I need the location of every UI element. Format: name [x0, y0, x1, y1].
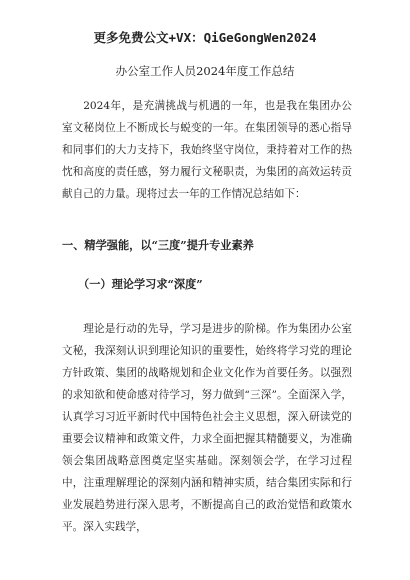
subsection-heading: （一）理论学习求“深度” — [78, 277, 203, 291]
section-heading: 一、精学强能，以“三度”提升专业素养 — [62, 238, 254, 252]
document-title: 办公室工作人员2024年度工作总结 — [115, 64, 295, 78]
body-paragraph: 理论是行动的先导，学习是进步的阶梯。作为集团办公室文秘，我深刻认识到理论知识的重要性，始终将学习党的理论方针政策、集团的战略规划和企业文化作为首要任务。以强烈的求知欲和使命感对待学习，努力做到“三深”。全面深入学，认真学习习近平新时代中国特色社会主义思想，深入研读党的重要会议精神和政策文件，力求全面把握其精髓要义，为准确领会集团战略意图奠定坚实基础。深刻领会学，在学习过程中，注重理解理论的深刻内涵和精神实质，结合集团实际和行业发展趋势进行深入思考，不断提高自己的政治觉悟和政策水平。深入实践学， — [62, 323, 352, 533]
promo-header: 更多免费公文+VX：QiGeGongWen2024 — [93, 30, 317, 45]
intro-paragraph: 2024年，是充满挑战与机遇的一年，也是我在集团办公室文秘岗位上不断成长与蜕变的一年。在集团领导的悉心指导和同事们的大力支持下，我始终坚守岗位，秉持着对工作的热忱和高度的责任感，努力履行文秘职责，为集团的高效运转贡献自己的力量。现将过去一年的工作情况总结如下： — [62, 100, 352, 200]
